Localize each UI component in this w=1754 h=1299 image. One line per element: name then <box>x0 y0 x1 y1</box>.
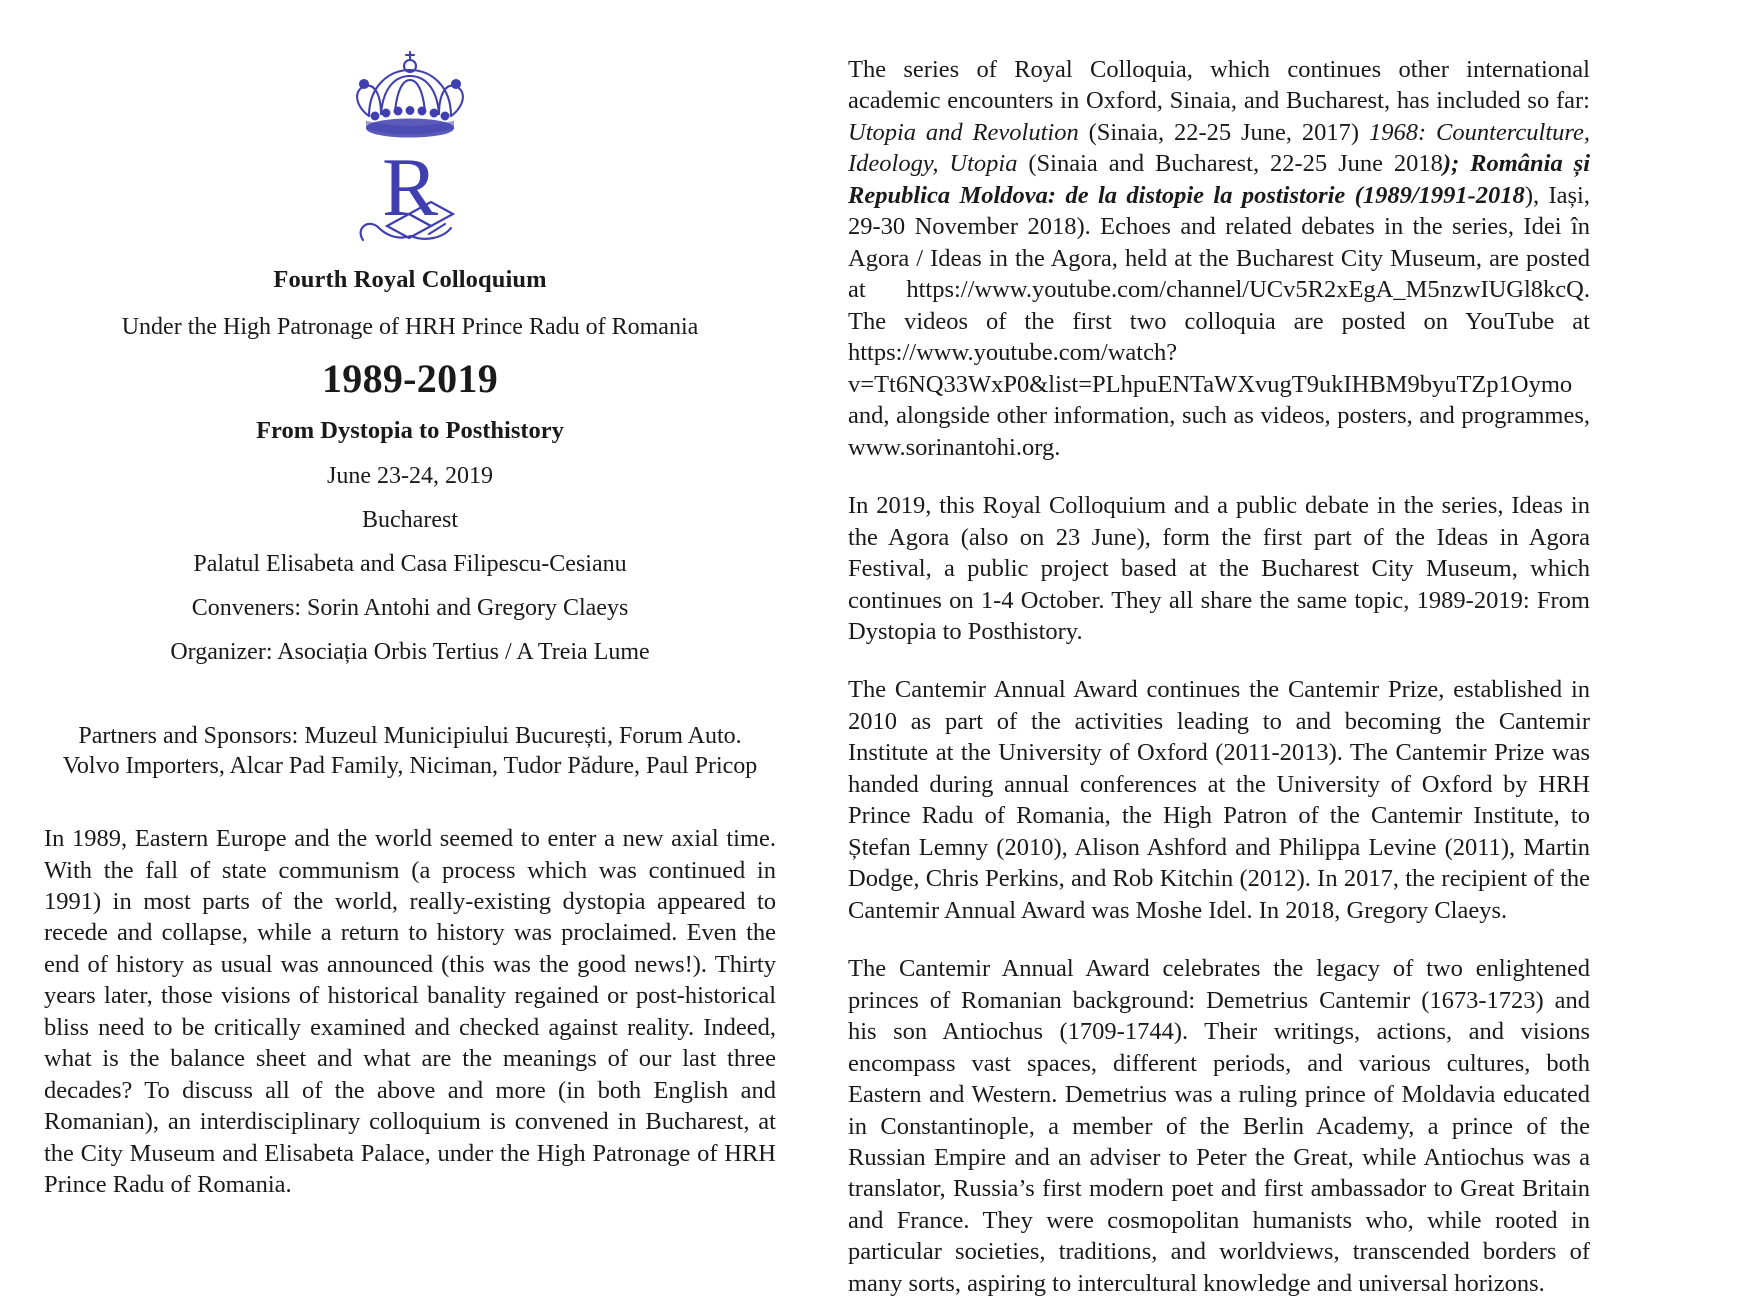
intro-paragraph: In 1989, Eastern Europe and the world seemed to enter a new axial time. With the fall of state communism (a process which was continued in 1991) in most parts of the world, really-existing dystopia appeared to recede and collapse, while a return to history was proclaimed. Even the end of history as usual was announced (this was the good news!). Thirty years later, those visions of historical banality regained or post-historical bliss need to be critically examined and checked against reality. Indeed, what is the balance sheet and what are the meanings of our last three decades? To discuss all of the above and more (in both English and Romanian), an interdisciplinary colloquium is convened in Bucharest, at the City Museum and Elisabeta Palace, under the High Patronage of HRH Prince Radu of Romania. <box>44 825 776 1199</box>
p1-seg-3: (Sinaia and Bucharest, 22-25 June 2018 <box>1017 150 1443 178</box>
event-years-title: 1989-2019 <box>321 355 499 401</box>
royal-crest-container <box>44 50 776 268</box>
event-city: Bucharest <box>362 507 458 533</box>
paragraph-cantemir-award-history: The Cantemir Annual Award continues the Cantemir Prize, established in 2010 as part of the activities leading to and becoming the Cantemir Institute at the University of Oxford (2011-2013). The Cantemir Prize was handed during annual conferences at the University of Oxford by HRH Prince Radu of Romania, the High Patron of the Cantemir Institute, to Ștefan Lemny (2010), Alison Ashford and Philippa Levine (2011), Martin Dodge, Chris Perkins, and Rob Kitchin (2012). In 2017, the recipient of the Cantemir Annual Award was Moshe Idel. In 2018, Gregory Claeys. <box>848 676 1590 924</box>
p1-seg-4: ), Iași, 29-30 November 2018). Echoes and related debates in the series, Idei în Agora / Ideas in the Agora, held at the Bucharest City Museum, are posted at https://www.youtube.com/channel/UCv5R2xEgA_M5nzwIUGl8kcQ. The videos of the first two colloquia are posted on YouTube at https://www.youtube.com/watch?v=Tt6NQ33WxP0&list=PLhpuENTaWXvugT9ukIHBM9byuTZp1Oymo and, alongside other information, such as videos, posters, and programmes, www.sorinantohi.org. <box>848 181 1590 461</box>
event-label: Fourth Royal Colloquium <box>273 266 547 293</box>
paragraph-cantemir-princes: The Cantemir Annual Award celebrates the legacy of two enlightened princes of Romanian background: Demetrius Cantemir (1673-1723) and his son Antiochus (1709-1744). Their writings, actions, and visions encompass vast spaces, different periods, and various cultures, both Eastern and Western. Demetrius was a ruling prince of Moldavia educated in Constantinople, a member of the Berlin Academy, a prince of the Russian Empire and an adviser to Peter the Great, while Antiochus was a translator, Russia’s first modern poet and first ambassador to Great Britain and France. They were cosmopolitan humanists who, while rooted in particular societies, traditions, and worldviews, transcended borders of many sorts, aspiring to intercultural knowledge and universal horizons. <box>848 955 1590 1297</box>
svg-text:R: R <box>381 141 439 234</box>
p1-italic-1968-counterculture: 1968: Counterculture, Ideology, Utopia <box>848 118 1590 178</box>
p1-bolditalic-romania-republica-moldova: ); România și Republica Moldova: de la distopie la postistorie (1989/1991-2018 <box>848 150 1590 209</box>
partners-line-1: Partners and Sponsors: Muzeul Municipiului București, Forum Auto. <box>78 723 742 749</box>
event-conveners: Conveners: Sorin Antohi and Gregory Claeys <box>191 595 629 621</box>
p1-seg-2: (Sinaia, 22-25 June, 2017) <box>1078 118 1369 146</box>
royal-crown-monogram-icon <box>325 50 495 260</box>
event-header <box>44 268 776 664</box>
event-organizer: Organizer: Asociația Orbis Tertius / A Treia Lume <box>170 639 650 665</box>
paragraph-2019-festival: In 2019, this Royal Colloquium and a public debate in the series, Ideas in the Agora (also on 23 June), form the first part of the Ideas in Agora Festival, a public project based at the Bucharest City Museum, which continues on 1-4 October. They all share the same topic, 1989-2019: From Dystopia to Posthistory. <box>848 492 1590 645</box>
paragraph-colloquia-series <box>848 54 1590 463</box>
patronage-line: Under the High Patronage of HRH Prince Radu of Romania <box>121 313 699 340</box>
right-column <box>848 48 1590 1297</box>
event-dates: June 23-24, 2019 <box>327 463 493 489</box>
event-subtitle: From Dystopia to Posthistory <box>256 416 564 444</box>
partners-line-2: Volvo Importers, Alcar Pad Family, Niciman, Tudor Pădure, Paul Pricop <box>62 752 758 779</box>
p1-italic-utopia-and-revolution: Utopia and Revolution <box>848 118 1079 146</box>
partners-and-sponsors <box>44 722 776 781</box>
event-venues: Palatul Elisabeta and Casa Filipescu-Cesianu <box>193 551 627 577</box>
left-column <box>44 48 792 1217</box>
p1-seg-1: The series of Royal Colloquia, which continues other international academic encounters in Oxford, Sinaia, and Bucharest, has included so far: <box>848 56 1590 115</box>
